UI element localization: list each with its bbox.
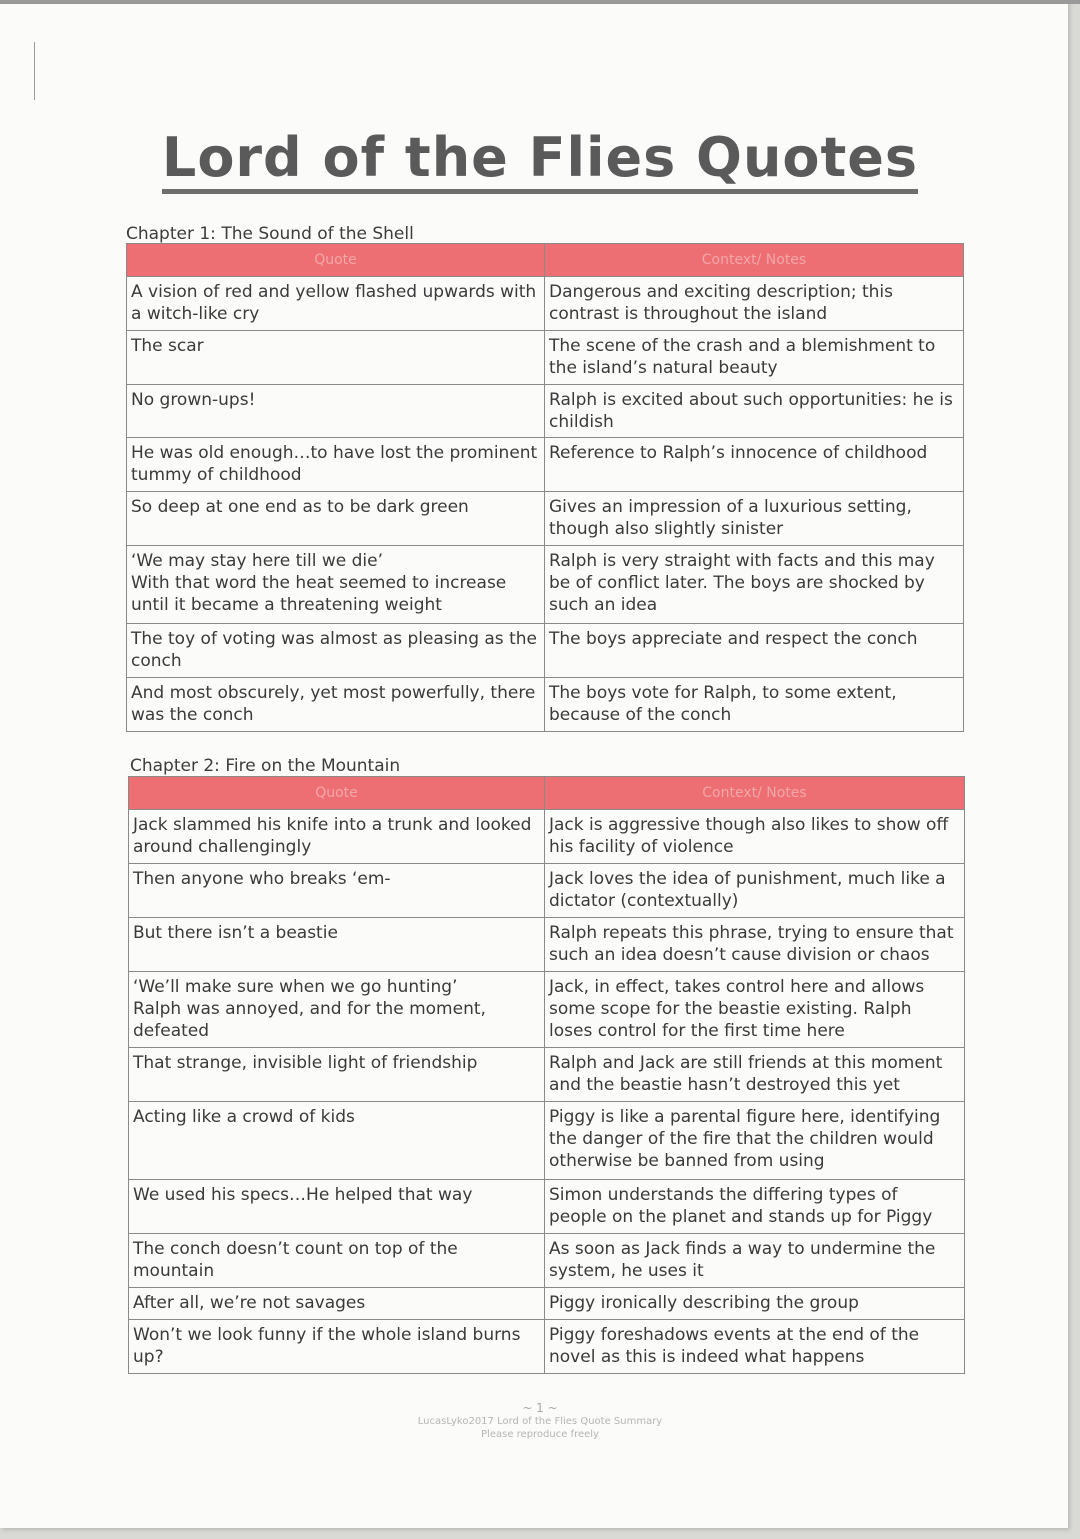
- table-row: [129, 1288, 965, 1320]
- quote-cell: We used his specs…He helped that way: [129, 1180, 545, 1234]
- footer-license: Please reproduce freely: [481, 1429, 599, 1440]
- page-title-text: Lord of the Flies Quotes: [162, 126, 918, 194]
- scan-edge-line: [0, 0, 1080, 4]
- chapter-2-table-body: [129, 810, 965, 1374]
- table-row: [127, 678, 964, 732]
- quote-cell: The conch doesn’t count on top of the mountain: [129, 1234, 545, 1288]
- quote-cell: Acting like a crowd of kids: [129, 1102, 545, 1180]
- note-cell: Piggy foreshadows events at the end of the novel as this is indeed what happens: [545, 1320, 965, 1374]
- note-cell: The boys vote for Ralph, to some extent, because of the conch: [545, 678, 964, 732]
- table-row: [129, 864, 965, 918]
- table-row: [129, 1234, 965, 1288]
- footer-credit: LucasLyko2017 Lord of the Flies Quote Summary: [417, 1416, 663, 1427]
- quote-cell: ‘We’ll make sure when we go hunting’ Ralph was annoyed, and for the moment, defeated: [129, 972, 545, 1048]
- chapter-1-quote-table: [126, 243, 964, 732]
- note-cell: Piggy ironically describing the group: [545, 1288, 965, 1320]
- quote-cell: But there isn’t a beastie: [129, 918, 545, 972]
- note-cell: Reference to Ralph’s innocence of childhood: [545, 438, 964, 492]
- column-header-quote: Quote: [127, 244, 545, 277]
- note-cell: As soon as Jack finds a way to undermine the system, he uses it: [545, 1234, 965, 1288]
- quote-cell: The scar: [127, 331, 545, 385]
- note-cell: Simon understands the differing types of people on the planet and stands up for Piggy: [545, 1180, 965, 1234]
- table-row: [127, 331, 964, 385]
- table-row: [129, 972, 965, 1048]
- chapter-2-quote-table: [128, 776, 965, 1374]
- table-row: [127, 624, 964, 678]
- quote-cell: And most obscurely, yet most powerfully, there was the conch: [127, 678, 545, 732]
- quote-cell: The toy of voting was almost as pleasing as the conch: [127, 624, 545, 678]
- quote-cell: Won’t we look funny if the whole island burns up?: [129, 1320, 545, 1374]
- note-cell: Ralph is excited about such opportunities: he is childish: [545, 385, 964, 438]
- table-row: [127, 492, 964, 546]
- note-cell: Ralph and Jack are still friends at this moment and the beastie hasn’t destroyed this yet: [545, 1048, 965, 1102]
- table-row: [129, 810, 965, 864]
- page-title: [0, 126, 1080, 189]
- chapter-1-heading: Chapter 1: The Sound of the Shell: [126, 224, 414, 244]
- quote-cell: No grown-ups!: [127, 385, 545, 438]
- page-number: ~ 1 ~: [522, 1401, 558, 1415]
- table-row: [129, 1180, 965, 1234]
- note-cell: Piggy is like a parental figure here, identifying the danger of the fire that the children would otherwise be banned from using: [545, 1102, 965, 1180]
- note-cell: Ralph is very straight with facts and this may be of conflict later. The boys are shocked by such an idea: [545, 546, 964, 624]
- note-cell: The boys appreciate and respect the conch: [545, 624, 964, 678]
- quote-cell: Then anyone who breaks ‘em-: [129, 864, 545, 918]
- note-cell: Dangerous and exciting description; this contrast is throughout the island: [545, 277, 964, 331]
- note-cell: Jack is aggressive though also likes to show off his facility of violence: [545, 810, 965, 864]
- quote-cell: ‘We may stay here till we die’ With that word the heat seemed to increase until it became a threatening weight: [127, 546, 545, 624]
- scan-edge-mark: [34, 42, 35, 100]
- chapter-2-heading: Chapter 2: Fire on the Mountain: [130, 756, 401, 776]
- column-header-notes: Context/ Notes: [545, 244, 964, 277]
- table-row: [127, 277, 964, 331]
- table-header-row: [129, 777, 965, 810]
- page-footer: [0, 1402, 1080, 1441]
- quote-cell: A vision of red and yellow flashed upwards with a witch-like cry: [127, 277, 545, 331]
- column-header-notes: Context/ Notes: [545, 777, 965, 810]
- table-row: [129, 1048, 965, 1102]
- note-cell: Jack, in effect, takes control here and allows some scope for the beastie existing. Ralph loses control for the first time here: [545, 972, 965, 1048]
- quote-cell: So deep at one end as to be dark green: [127, 492, 545, 546]
- table-header-row: [127, 244, 964, 277]
- table-row: [127, 438, 964, 492]
- quote-cell: He was old enough…to have lost the prominent tummy of childhood: [127, 438, 545, 492]
- table-row: [129, 1102, 965, 1180]
- table-row: [129, 918, 965, 972]
- quote-cell: Jack slammed his knife into a trunk and looked around challengingly: [129, 810, 545, 864]
- column-header-quote: Quote: [129, 777, 545, 810]
- note-cell: The scene of the crash and a blemishment to the island’s natural beauty: [545, 331, 964, 385]
- chapter-1-table-body: [127, 277, 964, 732]
- note-cell: Jack loves the idea of punishment, much like a dictator (contextually): [545, 864, 965, 918]
- table-row: [127, 546, 964, 624]
- note-cell: Gives an impression of a luxurious setting, though also slightly sinister: [545, 492, 964, 546]
- table-row: [129, 1320, 965, 1374]
- quote-cell: That strange, invisible light of friendship: [129, 1048, 545, 1102]
- table-row: [127, 385, 964, 438]
- quote-cell: After all, we’re not savages: [129, 1288, 545, 1320]
- note-cell: Ralph repeats this phrase, trying to ensure that such an idea doesn’t cause division or chaos: [545, 918, 965, 972]
